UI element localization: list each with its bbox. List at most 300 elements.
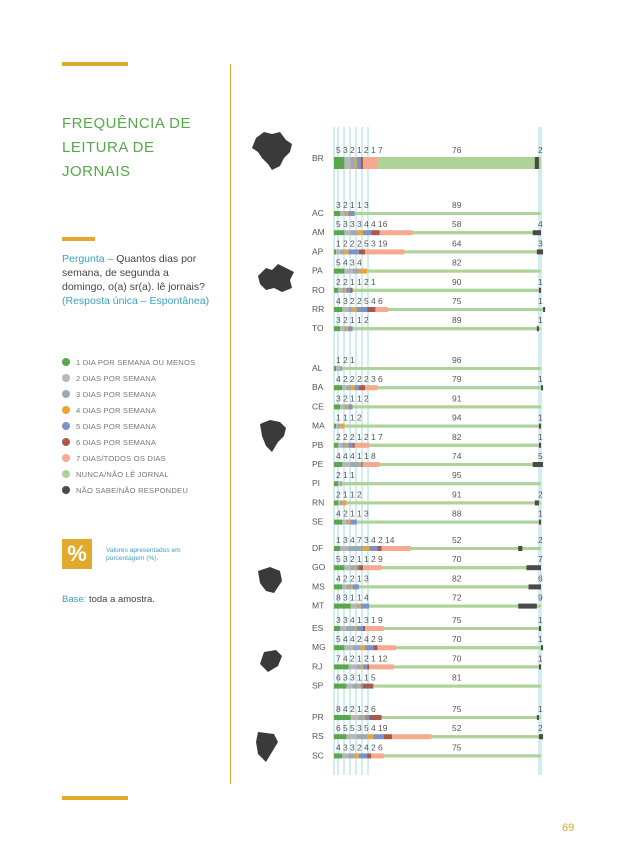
bar-segment [351,288,353,293]
data-label: 2 [350,296,355,306]
bar-segment [342,462,350,467]
bar-segment [334,645,344,650]
data-label: 90 [452,276,462,287]
bar-segment [367,307,375,312]
data-label: 1 [336,238,341,249]
data-label: 4 [350,634,355,645]
bar-segment [367,270,537,273]
bar-segment [346,385,350,390]
bar-segment [363,684,373,689]
data-label: 2 [364,145,369,155]
data-label: 4 [357,257,362,268]
bar-segment [351,715,359,720]
data-label: 2 [343,276,348,287]
bar-segment [375,307,387,312]
bar-segment [431,735,539,738]
data-label: 2 [343,573,348,584]
data-label: 1 [357,554,362,565]
bar-segment [344,425,539,428]
data-label: 4 [343,257,348,268]
percent-note: Valores apresentados em porcentagem (%). [106,547,181,562]
bar-segment [336,249,340,254]
bar-segment [334,734,346,739]
bar-segment [541,645,543,650]
bar-segment [344,645,352,650]
row-label: DF [312,543,324,553]
row-label: AP [312,246,324,257]
data-label: 1 [350,276,355,287]
data-label: 7 [378,145,383,155]
legend-label: 2 DIAS POR SEMANA [76,373,157,383]
bar-segment [334,565,344,570]
bar-segment [336,366,340,371]
question-body: Quantos dias por semana, de segunda a domingo, o(a) sr(a). lê jornais? [62,253,205,293]
data-label: 79 [452,374,462,385]
data-label: 1 [371,431,376,442]
bar-segment [369,605,518,608]
data-label: 6 [336,723,341,734]
data-label: 2 [336,431,341,442]
data-label: 8 [371,451,376,461]
data-label: 3 [350,219,355,230]
data-label: 1 [371,276,376,287]
data-label: 1 [371,615,376,625]
data-label: 3 [343,535,348,545]
bar-segment [380,230,413,235]
data-label: 4 [336,374,341,385]
row-label: MA [312,420,325,431]
row-label: ES [312,623,324,633]
data-label: 5 [364,723,369,734]
bar-segment [361,645,365,650]
data-label: 6 [378,742,383,753]
row-label: CE [312,401,324,412]
data-label: 4 [336,573,341,584]
legend-label: 6 DIAS POR SEMANA [76,437,157,447]
bar-segment [348,443,352,448]
bar-segment [539,424,541,429]
data-label: 2 [357,634,362,645]
bar-segment [342,520,346,525]
row-label: AC [312,208,324,218]
data-label: 3 [336,315,341,326]
data-label: 1 [357,431,362,442]
bar-segment [369,546,377,551]
data-label: 1 [371,653,376,664]
data-label: 1 [343,412,348,423]
bar-segment [340,326,344,331]
bar-segment [382,716,537,719]
bar-segment [351,462,359,467]
data-label: 3 [364,615,369,625]
bar-segment [359,565,363,570]
data-label: 2 [538,723,543,734]
data-label: 3 [538,238,543,249]
data-label: 89 [452,315,462,326]
bar-segment [359,753,367,758]
data-label: 4 [371,219,376,230]
bar-segment [380,463,533,466]
bar-segment [334,404,340,409]
bar-segment [346,684,352,689]
data-label: 3 [357,219,362,230]
bar-segment [353,645,361,650]
data-label: 1 [538,315,543,326]
percent-icon: % [62,539,92,569]
bar-segment [371,753,383,758]
data-label: 4 [371,296,376,306]
bar-segment [384,734,392,739]
data-label: 7 [538,554,543,565]
data-label: 2 [350,238,355,249]
row-label: PE [312,459,324,469]
base-lead: Base: [62,594,87,605]
data-label: 4 [371,535,376,545]
row-label: AM [312,227,325,238]
data-label: 1 [357,451,362,461]
bar-segment [342,482,539,485]
data-label: 2 [343,508,348,519]
data-label: 1 [357,200,362,210]
bar-segment [342,307,348,312]
data-label: 2 [336,470,341,481]
bar-segment [382,566,527,569]
data-label: 2 [364,315,369,326]
bar-segment [346,404,348,409]
data-label: 4 [343,634,348,645]
bar-segment [359,604,361,609]
data-label: 1 [350,592,355,603]
legend-label: 4 DIAS POR SEMANA [76,405,157,415]
bar-segment [353,307,357,312]
data-label: 89 [452,200,462,210]
bar-segment [351,565,355,570]
data-label: 82 [452,431,462,442]
data-label: 95 [452,470,462,481]
bar-segment [340,500,342,505]
bar-segment [340,481,342,486]
bar-segment [369,444,539,447]
bar-segment [342,500,346,505]
data-label: 70 [452,653,462,664]
data-label: 1 [538,374,543,385]
data-label: 94 [452,412,462,423]
data-label: 2 [364,653,369,664]
data-label: 1 [350,393,355,404]
data-label: 1 [350,355,355,365]
bar-segment [361,462,363,467]
data-label: 4 [336,508,341,519]
data-label: 1 [538,653,543,664]
page-number: 69 [562,822,575,834]
data-label: 3 [343,672,348,683]
bar-segment [371,230,379,235]
bar-segment [533,462,543,467]
bar-segment [361,664,363,669]
data-label: 96 [452,355,462,365]
data-label: 3 [364,573,369,584]
legend-label: NÃO SABE/NÃO RESPONDEU [76,485,189,495]
row-label: MG [312,642,326,653]
bar-segment [334,604,351,609]
bar-segment [334,520,342,525]
bar-segment [353,269,359,274]
bar-segment [539,288,541,293]
data-label: 4 [336,742,341,753]
bar-segment [346,501,534,504]
data-label: 72 [452,592,462,603]
bar-segment [346,520,348,525]
bar-segment [411,547,519,550]
data-label: 64 [452,238,462,249]
bar-segment [359,585,529,588]
data-label: 88 [452,508,462,519]
data-label: 2 [350,704,355,714]
data-label: 1 [357,615,362,625]
data-label: 1 [538,615,543,625]
data-label: 5 [336,634,341,645]
data-label: 7 [357,535,362,545]
bar-segment [334,269,344,274]
data-label: 2 [350,374,355,385]
bar-segment [334,584,342,589]
bar-segment [373,685,541,688]
bar-segment [384,627,539,630]
data-label: 5 [336,145,341,155]
legend-label: 1 DIA POR SEMANA OU MENOS [76,357,196,367]
bar-segment [334,546,340,551]
bar-segment [346,584,350,589]
data-label: 2 [343,238,348,249]
data-label: 2 [364,276,369,287]
data-label: 1 [350,470,355,481]
bar-segment [373,734,383,739]
bar-segment [363,546,369,551]
bar-segment [334,385,342,390]
data-label: 2 [336,276,341,287]
row-label: SE [312,516,324,527]
data-label: 2 [350,554,355,565]
bar-segment [541,385,543,390]
bar-segment [363,157,377,169]
data-label: 2 [343,374,348,385]
data-label: 2 [371,634,376,645]
data-label: 1 [357,508,362,519]
data-label: 82 [452,257,462,268]
bar-segment [348,546,362,551]
bar-segment [351,157,355,169]
bar-segment [357,307,367,312]
bar-segment [369,664,394,669]
legend-label: NUNCA/NÃO LÊ JORNAL [76,469,169,479]
bar-segment [539,664,541,669]
data-label: 1 [538,634,543,645]
row-label: MT [312,600,325,611]
bar-segment [334,715,351,720]
bar-segment [334,664,348,669]
row-label: RS [312,731,324,742]
data-label: 14 [385,535,395,545]
bar-segment [340,366,342,371]
data-label: 2 [336,489,341,500]
bar-segment [348,249,358,254]
bar-segment [377,157,534,169]
data-label: 3 [343,554,348,565]
data-label: 2 [343,393,348,404]
data-label: 4 [343,653,348,664]
data-label: 1 [538,431,543,442]
data-label: 2 [343,355,348,365]
bar-segment [365,715,369,720]
bar-segment [363,565,382,570]
data-label: 4 [343,704,348,714]
data-label: 3 [364,508,369,519]
data-label: 9 [378,634,383,645]
row-label: RJ [312,661,323,672]
data-label: 6 [371,704,376,714]
data-label: 1 [357,573,362,584]
bar-segment [355,626,357,631]
data-label: 1 [357,145,362,155]
bar-segment [334,481,338,486]
row-label: GO [312,562,326,573]
data-label: 4 [336,296,341,306]
bar-segment [359,249,365,254]
data-label: 9 [378,615,383,625]
data-label: 4 [364,634,369,645]
data-label: 1 [350,412,355,423]
bar-segment [377,645,396,650]
bar-segment [348,520,350,525]
bar-segment [369,715,381,720]
bar-segment [348,307,352,312]
data-label: 19 [378,238,388,249]
data-label: 3 [343,592,348,603]
data-label: 3 [343,296,348,306]
bar-segment [340,626,346,631]
data-label: 3 [336,615,341,625]
bar-segment [346,326,348,331]
bar-segment [334,462,342,467]
data-label: 3 [350,742,355,753]
bar-segment [340,211,344,216]
row-label: PB [312,439,324,450]
question-lead: Pergunta – [62,253,114,265]
data-label: 4 [336,451,341,461]
row-label: BA [312,382,324,393]
bar-segment [340,424,344,429]
bar-segment [344,211,346,216]
bar-segment [344,269,352,274]
data-label: 6 [538,573,543,584]
bar-segment [334,249,336,254]
row-label: RR [312,304,325,314]
data-label: 4 [364,219,369,230]
data-label: 5 [350,723,355,734]
data-label: 2 [357,238,362,249]
row-label: SP [312,680,324,691]
data-label: 2 [343,431,348,442]
bar-segment [338,424,340,429]
bar-segment [348,211,354,216]
data-label: 58 [452,219,462,230]
data-label: 2 [350,573,355,584]
data-label: 1 [538,508,543,519]
bar-segment [334,443,338,448]
bar-segment [361,684,363,689]
bar-segment [539,443,541,448]
bar-segment [537,326,539,331]
data-label: 70 [452,554,462,565]
bar-segment [359,462,361,467]
bar-segment [365,385,377,390]
data-label: 3 [336,393,341,404]
data-label: 2 [364,431,369,442]
bar-segment [351,604,357,609]
data-label: 3 [336,200,341,210]
data-label: 4 [538,219,543,230]
bar-segment [340,404,344,409]
row-label: PA [312,265,323,276]
row-label: SC [312,750,324,761]
row-label: PR [312,712,324,722]
data-label: 2 [357,742,362,753]
bar-segment [344,565,350,570]
bar-segment [357,626,363,631]
bar-segment [355,157,357,169]
data-label: 4 [350,535,355,545]
data-label: 1 [350,489,355,500]
bar-segment [533,230,541,235]
bar-segment [342,367,541,370]
data-label: 6 [378,296,383,306]
bar-segment [334,307,342,312]
bar-segment [342,385,346,390]
bar-segment [359,715,363,720]
data-label: 19 [378,723,388,734]
legend-label: 5 DIAS POR SEMANA [76,421,157,431]
bar-segment [344,326,346,331]
data-label: 5 [336,219,341,230]
data-label: 1 [350,315,355,326]
bar-segment [344,157,350,169]
data-label: 3 [364,200,369,210]
data-label: 3 [343,145,348,155]
bar-segment [357,230,363,235]
bar-segment [348,664,356,669]
bar-segment [359,385,365,390]
bar-segment [365,626,384,631]
data-label: 3 [350,672,355,683]
row-label: AL [312,363,323,373]
data-label: 2 [364,393,369,404]
bar-segment [334,288,338,293]
bar-segment [357,604,359,609]
data-label: 2 [343,315,348,326]
row-label: TO [312,323,324,334]
row-label: PI [312,478,321,489]
bar-segment [334,500,338,505]
row-label: RO [312,284,325,295]
data-label: 1 [357,672,362,683]
data-label: 4 [350,615,355,625]
data-label: 1 [343,470,348,481]
bar-segment [388,308,543,311]
data-label: 2 [378,535,383,545]
bar-segment [334,230,344,235]
data-label: 3 [343,219,348,230]
data-label: 12 [378,653,388,664]
